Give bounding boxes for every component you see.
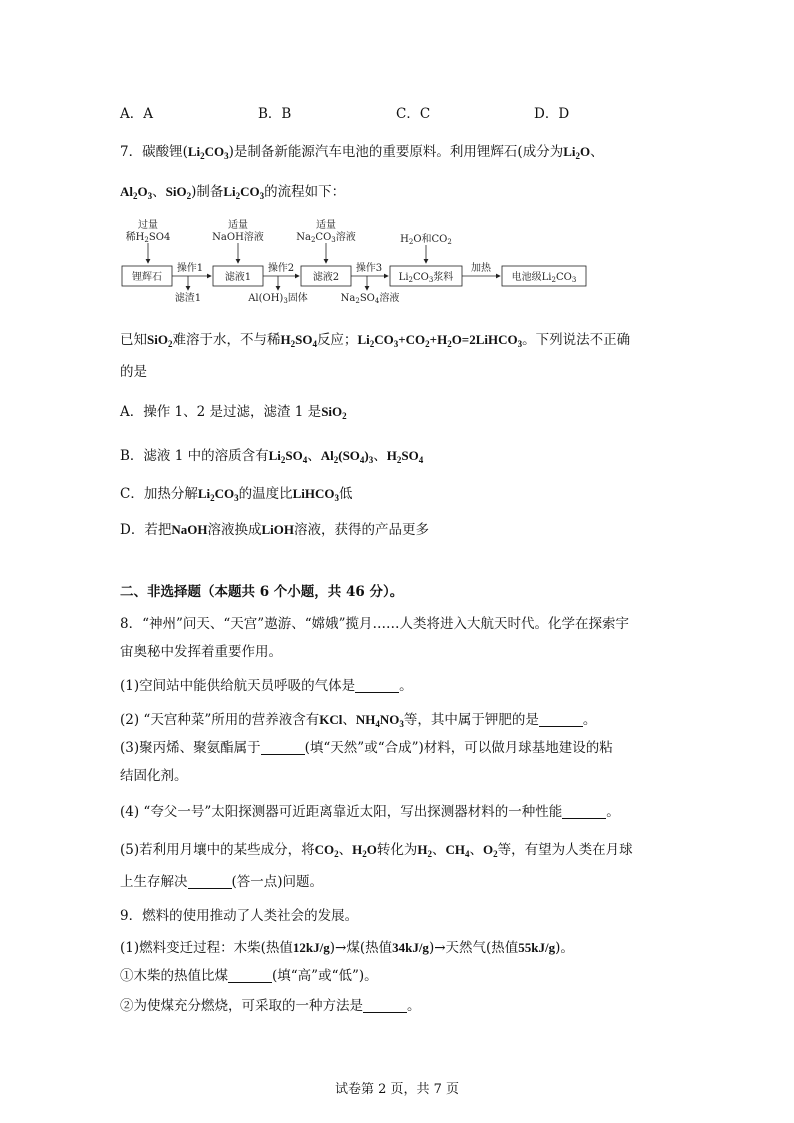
q8-part3-cont: 结固化剂。 (120, 768, 188, 784)
formula-li2co3: $Li_2CO_3$ (223, 184, 265, 201)
q7-option-a: A．操作 1、2 是过滤，滤渣 1 是SiO$_2$ (120, 404, 347, 421)
answer-blank (261, 740, 305, 755)
q8-intro2: 宙奥秘中发挥着重要作用。 (120, 644, 282, 660)
q7-option-c: C．加热分解$Li_2CO_3$的温度比LiHCO$_3$低 (120, 486, 353, 503)
reagent3-line2: $Na_2CO_3$溶液 (296, 232, 356, 244)
formula-li2o: $Li_2O$ (563, 144, 591, 161)
formula-al2o3: $Al_2O_3$ (120, 184, 153, 201)
out2: $Al(OH)_3$固体 (248, 293, 308, 305)
box2: 滤液1 (224, 272, 252, 283)
formula-lihco3: LiHCO$_3$ (292, 486, 340, 503)
formula-li2so4: $Li_2SO_4$ (268, 448, 308, 465)
box5: 电池级$Li_2CO_3$ (511, 272, 577, 284)
formula-lioh: LiOH (261, 522, 294, 537)
formula-o2: $O_2$ (483, 842, 498, 859)
formula-h2: $H_2$ (417, 842, 432, 859)
options-row (120, 104, 672, 124)
q9-sub1: ①木柴的热值比煤 (填“高”或“低”)。 (120, 968, 378, 984)
reagent2-line2: NaOH溶液 (212, 232, 264, 243)
q7-line1: 7．碳酸锂$(Li_2CO_3)$是制备新能源汽车电池的重要原料。利用锂辉石(成分为$Li_2O$、 (120, 144, 604, 161)
reagent2-line1: 适量 (228, 220, 248, 231)
q7-option-d: D．若把NaOH溶液换成LiOH溶液，获得的产品更多 (120, 522, 429, 538)
box1: 锂辉石 (132, 272, 162, 283)
op3: 操作3 (355, 263, 383, 274)
q7-option-b: B．滤液 1 中的溶质含有$Li_2SO_4$、$Al_2(SO_4)_3$、$H_2SO_4$ (120, 448, 424, 465)
flow-diagram (118, 216, 598, 306)
q7-known-end: 的是 (120, 364, 147, 380)
q8-part2: (2) “天宫种菜”所用的营养液含有KCl、$NH_4NO_3$等，其中属于钾肥的是 。 (120, 712, 597, 729)
formula-nh4no3: $NH_4NO_3$ (355, 712, 404, 729)
q9-part1: (1)燃料变迁过程：木柴(热值12kJ/g)→煤(热值34kJ/g)→天然气(热值55kJ/g)。 (120, 940, 574, 956)
reagent1-line2: 稀$H_2SO4$ (125, 232, 171, 244)
box4: $Li_2CO_3$浆料 (398, 272, 454, 284)
formula-h2so4: $H_2SO_4$ (280, 332, 317, 349)
q8-part5: (5)若利用月壤中的某些成分，将$CO_2$、$H_2O$转化为$H_2$、$CH_4$、$O_2$等，有望为人类在月球 (120, 842, 633, 859)
answer-blank (363, 998, 407, 1013)
formula-sio2: SiO$_2$ (321, 404, 347, 421)
page-footer: 试卷第 2 页，共 7 页 (334, 1082, 460, 1097)
option-d: D．D (534, 106, 570, 122)
value-wood: 12kJ/g (292, 940, 330, 955)
answer-blank (355, 678, 399, 693)
option-a: A．A (120, 106, 153, 122)
option-c: C．C (396, 106, 431, 122)
section-heading: 二、非选择题（本题共 6 个小题，共 46 分）。 (120, 584, 404, 600)
formula-li2co3: $Li_2CO_3$ (187, 144, 229, 161)
heat-label: 加热 (471, 263, 491, 274)
op1: 操作1 (176, 263, 204, 274)
q8-part1: (1)空间站中能供给航天员呼吸的气体是 。 (120, 678, 413, 694)
answer-blank (562, 804, 606, 819)
formula-naoh: NaOH (171, 522, 208, 537)
op2: 操作2 (267, 263, 295, 274)
equation: $Li_2CO_3+CO_2+H_2O=2LiHCO_3$ (357, 332, 523, 349)
answer-blank (539, 712, 583, 727)
box3: 滤液2 (312, 272, 340, 283)
formula-sio2: SiO$_2$ (165, 184, 192, 201)
out3: $Na_2SO_4$溶液 (340, 293, 400, 305)
q9-intro: 9．燃料的使用推动了人类社会的发展。 (120, 908, 359, 924)
q8-part3: (3)聚丙烯、聚氨酯属于 (填“天然”或“合成”)材料，可以做月球基地建设的粘 (120, 740, 613, 756)
q8-part4: (4) “夸父一号”太阳探测器可近距离靠近太阳，写出探测器材料的一种性能 。 (120, 804, 620, 820)
q8-part5-cont: 上生存解决 (答一点)问题。 (120, 874, 324, 890)
q7-known: 已知SiO$_2$难溶于水，不与稀$H_2SO_4$反应；$Li_2CO_3+CO_2+H_2O=2LiHCO_3$。下列说法不正确 (120, 332, 631, 349)
value-coal: 34kJ/g (392, 940, 429, 955)
value-gas: 55kJ/g (518, 940, 556, 955)
formula-h2so4: $H_2SO_4$ (386, 448, 424, 465)
answer-blank (228, 968, 272, 983)
out1: 滤渣1 (174, 293, 202, 304)
reagent4: $H_2O$和$CO_2$ (400, 234, 452, 246)
option-b: B．B (258, 106, 292, 122)
q8-intro1: 8．“神州”问天、“天宫”遨游、“嫦娥”揽月……人类将进入大航天时代。化学在探索宇 (120, 616, 629, 632)
reagent3-line1: 适量 (316, 220, 336, 231)
formula-co2: $CO_2$ (314, 842, 339, 859)
formula-kcl: KCl (319, 712, 343, 727)
formula-li2co3: $Li_2CO_3$ (197, 486, 239, 503)
formula-h2o: $H_2O$ (352, 842, 377, 859)
answer-blank (188, 874, 232, 889)
reagent1-line1: 过量 (138, 220, 158, 231)
formula-ch4: $CH_4$ (445, 842, 470, 859)
q9-sub2: ②为使煤充分燃烧，可采取的一种方法是 。 (120, 998, 421, 1014)
q7-line2: $Al_2O_3$、SiO$_2$)制备$Li_2CO_3$的流程如下： (120, 184, 346, 201)
formula-sio2: SiO$_2$ (147, 332, 173, 349)
formula-al2so43: $Al_2(SO_4)_3$ (320, 448, 374, 465)
